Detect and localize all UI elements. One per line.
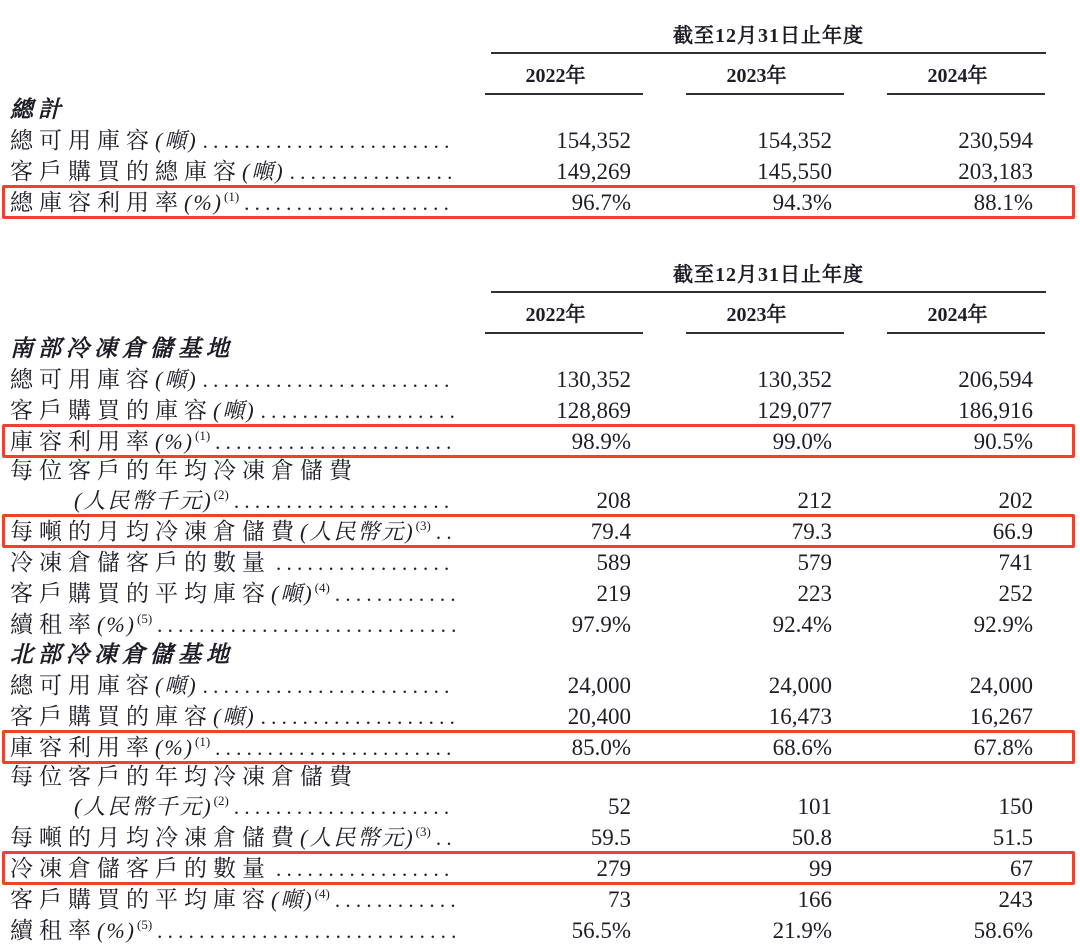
- footnote-ref: (5): [136, 611, 153, 626]
- value-cell: 589: [596, 550, 631, 575]
- leader-dots: [157, 609, 455, 641]
- leader-dots: [335, 578, 455, 610]
- table-row: [10, 156, 1080, 187]
- value-cell: 154,352: [757, 128, 832, 153]
- row-label: [10, 516, 455, 550]
- row-label-text: 每噸的月均冷凍倉儲費: [10, 519, 300, 544]
- header-spacer: [10, 261, 455, 334]
- value-cell: 24,000: [969, 673, 1033, 698]
- row-label: [10, 670, 455, 702]
- value-cell: 252: [998, 581, 1033, 606]
- value-cell: 579: [797, 550, 832, 575]
- leader-dots: [244, 187, 455, 219]
- year-header: 2023年: [656, 293, 857, 334]
- value-cell: 741: [998, 550, 1033, 575]
- value-cell: 50.8: [791, 825, 832, 850]
- row-label-unit: (人民幣千元): [74, 794, 213, 819]
- row-label: [10, 395, 455, 427]
- row-label-unit: (%): [97, 918, 136, 943]
- header-columns: [455, 22, 1058, 95]
- section-title: 北部冷凍倉儲基地: [10, 642, 234, 667]
- value-cell: 203,183: [958, 159, 1033, 184]
- row-label-unit: (人民幣元): [300, 825, 415, 850]
- table-row: [10, 884, 1080, 915]
- table-row: [10, 732, 1080, 763]
- row-label: [10, 609, 455, 643]
- table-row: [10, 791, 1080, 822]
- leader-dots: [261, 701, 455, 733]
- value-cell: 24,000: [567, 673, 631, 698]
- row-label-text: 客戶購買的庫容: [10, 704, 213, 729]
- value-cell: 92.9%: [973, 612, 1033, 637]
- header-spacer: [10, 22, 455, 95]
- row-label: [10, 547, 455, 579]
- row-label: [10, 763, 455, 791]
- leader-dots: [157, 915, 455, 944]
- period-header: 截至12月31日止年度: [673, 25, 864, 47]
- row-label-unit: (%): [155, 429, 194, 454]
- row-label-unit: (噸): [155, 128, 198, 153]
- footnote-ref: (1): [194, 428, 211, 443]
- value-cell: 52: [608, 794, 631, 819]
- table-row: [10, 426, 1080, 457]
- value-cell: 279: [596, 856, 631, 881]
- row-label-text: 冷凍倉儲客戶的數量: [10, 856, 271, 881]
- section-title: 總計: [10, 97, 66, 122]
- value-cell: 66.9: [992, 519, 1033, 544]
- value-cell: 59.5: [590, 825, 631, 850]
- table-row: [10, 364, 1080, 395]
- value-cell: 150: [998, 794, 1033, 819]
- year-header: 2022年: [455, 54, 656, 95]
- leader-dots: [203, 364, 455, 396]
- value-cell: 79.4: [590, 519, 631, 544]
- section-title: 南部冷凍倉儲基地: [10, 336, 234, 361]
- row-label-unit: (噸): [271, 581, 314, 606]
- row-label-unit: (%): [97, 612, 136, 637]
- row-label-text: 續租率: [10, 918, 97, 943]
- table-row: [10, 485, 1080, 516]
- value-cell: 67.8%: [973, 735, 1033, 760]
- comparison-table: [10, 22, 1080, 218]
- year-header-row: [455, 293, 1058, 334]
- value-cell: 219: [596, 581, 631, 606]
- period-header: 截至12月31日止年度: [673, 264, 864, 286]
- table-row: [10, 822, 1080, 853]
- footnote-ref: (4): [314, 886, 330, 901]
- row-label-unit: (噸): [213, 704, 256, 729]
- row-label-text: 每位客戶的年均冷凍倉儲費: [10, 458, 358, 483]
- value-cell: 99: [809, 856, 832, 881]
- table-row: [10, 670, 1080, 701]
- value-cell: 92.4%: [772, 612, 832, 637]
- table-row: [10, 187, 1080, 218]
- table-row: [10, 701, 1080, 732]
- row-label-text: 總可用庫容: [10, 673, 155, 698]
- row-label-unit: (噸): [155, 673, 198, 698]
- table-row: [10, 516, 1080, 547]
- value-cell: 206,594: [958, 367, 1033, 392]
- row-label: [10, 853, 455, 885]
- value-cell: 230,594: [958, 128, 1033, 153]
- row-label-unit: (噸): [271, 887, 314, 912]
- leader-dots: [215, 732, 455, 764]
- table-row: [10, 763, 1080, 791]
- row-label-text: 冷凍倉儲客戶的數量: [10, 550, 271, 575]
- table-row: [10, 395, 1080, 426]
- row-label: [10, 125, 455, 157]
- row-label: [10, 822, 455, 856]
- row-label-text: 庫容利用率: [10, 735, 155, 760]
- row-label-text: 客戶購買的平均庫容: [10, 887, 271, 912]
- value-cell: 98.9%: [571, 429, 631, 454]
- row-label: [10, 426, 455, 460]
- leader-dots: [215, 426, 455, 458]
- leader-dots: [335, 884, 455, 916]
- value-cell: 85.0%: [571, 735, 631, 760]
- row-label: [10, 578, 455, 612]
- value-cell: 94.3%: [772, 190, 832, 215]
- row-label: [10, 156, 455, 188]
- row-label-unit: (噸): [242, 159, 285, 184]
- row-label-text: 總庫容利用率: [10, 190, 184, 215]
- value-cell: 99.0%: [772, 429, 832, 454]
- leader-dots: [234, 485, 455, 517]
- footnote-ref: (3): [415, 824, 431, 839]
- value-cell: 16,267: [969, 704, 1033, 729]
- row-label-unit: (噸): [213, 398, 256, 423]
- row-label: [10, 457, 455, 485]
- header-columns: [455, 261, 1058, 334]
- leader-dots: [203, 670, 455, 702]
- year-header: 2024年: [857, 54, 1058, 95]
- value-cell: 88.1%: [973, 190, 1033, 215]
- value-cell: 202: [998, 488, 1033, 513]
- row-label-text: 總可用庫容: [10, 367, 155, 392]
- value-cell: 166: [797, 887, 832, 912]
- year-header: 2022年: [455, 293, 656, 334]
- table-header: [10, 261, 1080, 334]
- row-label-text: 客戶購買的總庫容: [10, 159, 242, 184]
- value-cell: 97.9%: [571, 612, 631, 637]
- value-cell: 51.5: [992, 825, 1033, 850]
- leader-dots: [203, 125, 455, 157]
- year-header: 2023年: [656, 54, 857, 95]
- value-cell: 130,352: [757, 367, 832, 392]
- footnote-ref: (5): [136, 917, 153, 932]
- footnote-ref: (2): [213, 487, 229, 502]
- row-label: [10, 884, 455, 918]
- leader-dots: [290, 156, 455, 188]
- footnote-ref: (4): [314, 580, 330, 595]
- row-label-text: 續租率: [10, 612, 97, 637]
- value-cell: 21.9%: [772, 918, 832, 943]
- row-label: [10, 485, 455, 519]
- row-label-unit: (人民幣元): [300, 519, 415, 544]
- row-label: [10, 364, 455, 396]
- year-header-row: [455, 54, 1058, 95]
- comparison-table: [10, 261, 1080, 944]
- row-label-unit: (%): [184, 190, 223, 215]
- value-cell: 79.3: [791, 519, 832, 544]
- row-label-unit: (人民幣千元): [74, 488, 213, 513]
- value-cell: 20,400: [567, 704, 631, 729]
- row-label: [10, 187, 455, 221]
- value-cell: 129,077: [757, 398, 832, 423]
- value-cell: 223: [797, 581, 832, 606]
- leader-dots: [436, 822, 455, 854]
- value-cell: 24,000: [768, 673, 832, 698]
- value-cell: 186,916: [958, 398, 1033, 423]
- value-cell: 58.6%: [973, 918, 1033, 943]
- row-label: [10, 791, 455, 825]
- value-cell: 130,352: [556, 367, 631, 392]
- footnote-ref: (2): [213, 793, 229, 808]
- value-cell: 128,869: [556, 398, 631, 423]
- row-label: [10, 701, 455, 733]
- row-label-text: 客戶購買的平均庫容: [10, 581, 271, 606]
- row-label-text: 每位客戶的年均冷凍倉儲費: [10, 764, 358, 789]
- value-cell: 145,550: [757, 159, 832, 184]
- footnote-ref: (1): [194, 734, 211, 749]
- leader-dots: [276, 853, 455, 885]
- year-header: 2024年: [857, 293, 1058, 334]
- value-cell: 73: [608, 887, 631, 912]
- value-cell: 212: [797, 488, 832, 513]
- table-row: [10, 547, 1080, 578]
- value-cell: 101: [797, 794, 832, 819]
- value-cell: 208: [596, 488, 631, 513]
- row-label-text: 客戶購買的庫容: [10, 398, 213, 423]
- footnote-ref: (3): [415, 518, 431, 533]
- table-row: [10, 915, 1080, 944]
- row-label: [10, 732, 455, 766]
- leader-dots: [276, 547, 455, 579]
- row-label-unit: (%): [155, 735, 194, 760]
- row-label: [10, 915, 455, 944]
- value-cell: 67: [1010, 856, 1033, 881]
- footnote-ref: (1): [223, 189, 240, 204]
- table-row: [10, 125, 1080, 156]
- table-header: [10, 22, 1080, 95]
- value-cell: 68.6%: [772, 735, 832, 760]
- table-row: [10, 853, 1080, 884]
- row-label-text: 庫容利用率: [10, 429, 155, 454]
- value-cell: 16,473: [768, 704, 832, 729]
- leader-dots: [261, 395, 455, 427]
- value-cell: 96.7%: [571, 190, 631, 215]
- table-row: [10, 457, 1080, 485]
- leader-dots: [234, 791, 455, 823]
- row-label-text: 總可用庫容: [10, 128, 155, 153]
- value-cell: 154,352: [556, 128, 631, 153]
- value-cell: 90.5%: [973, 429, 1033, 454]
- table-row: [10, 609, 1080, 640]
- row-label-text: 每噸的月均冷凍倉儲費: [10, 825, 300, 850]
- row-label-unit: (噸): [155, 367, 198, 392]
- table-row: [10, 578, 1080, 609]
- value-cell: 149,269: [556, 159, 631, 184]
- leader-dots: [436, 516, 455, 548]
- value-cell: 56.5%: [571, 918, 631, 943]
- value-cell: 243: [998, 887, 1033, 912]
